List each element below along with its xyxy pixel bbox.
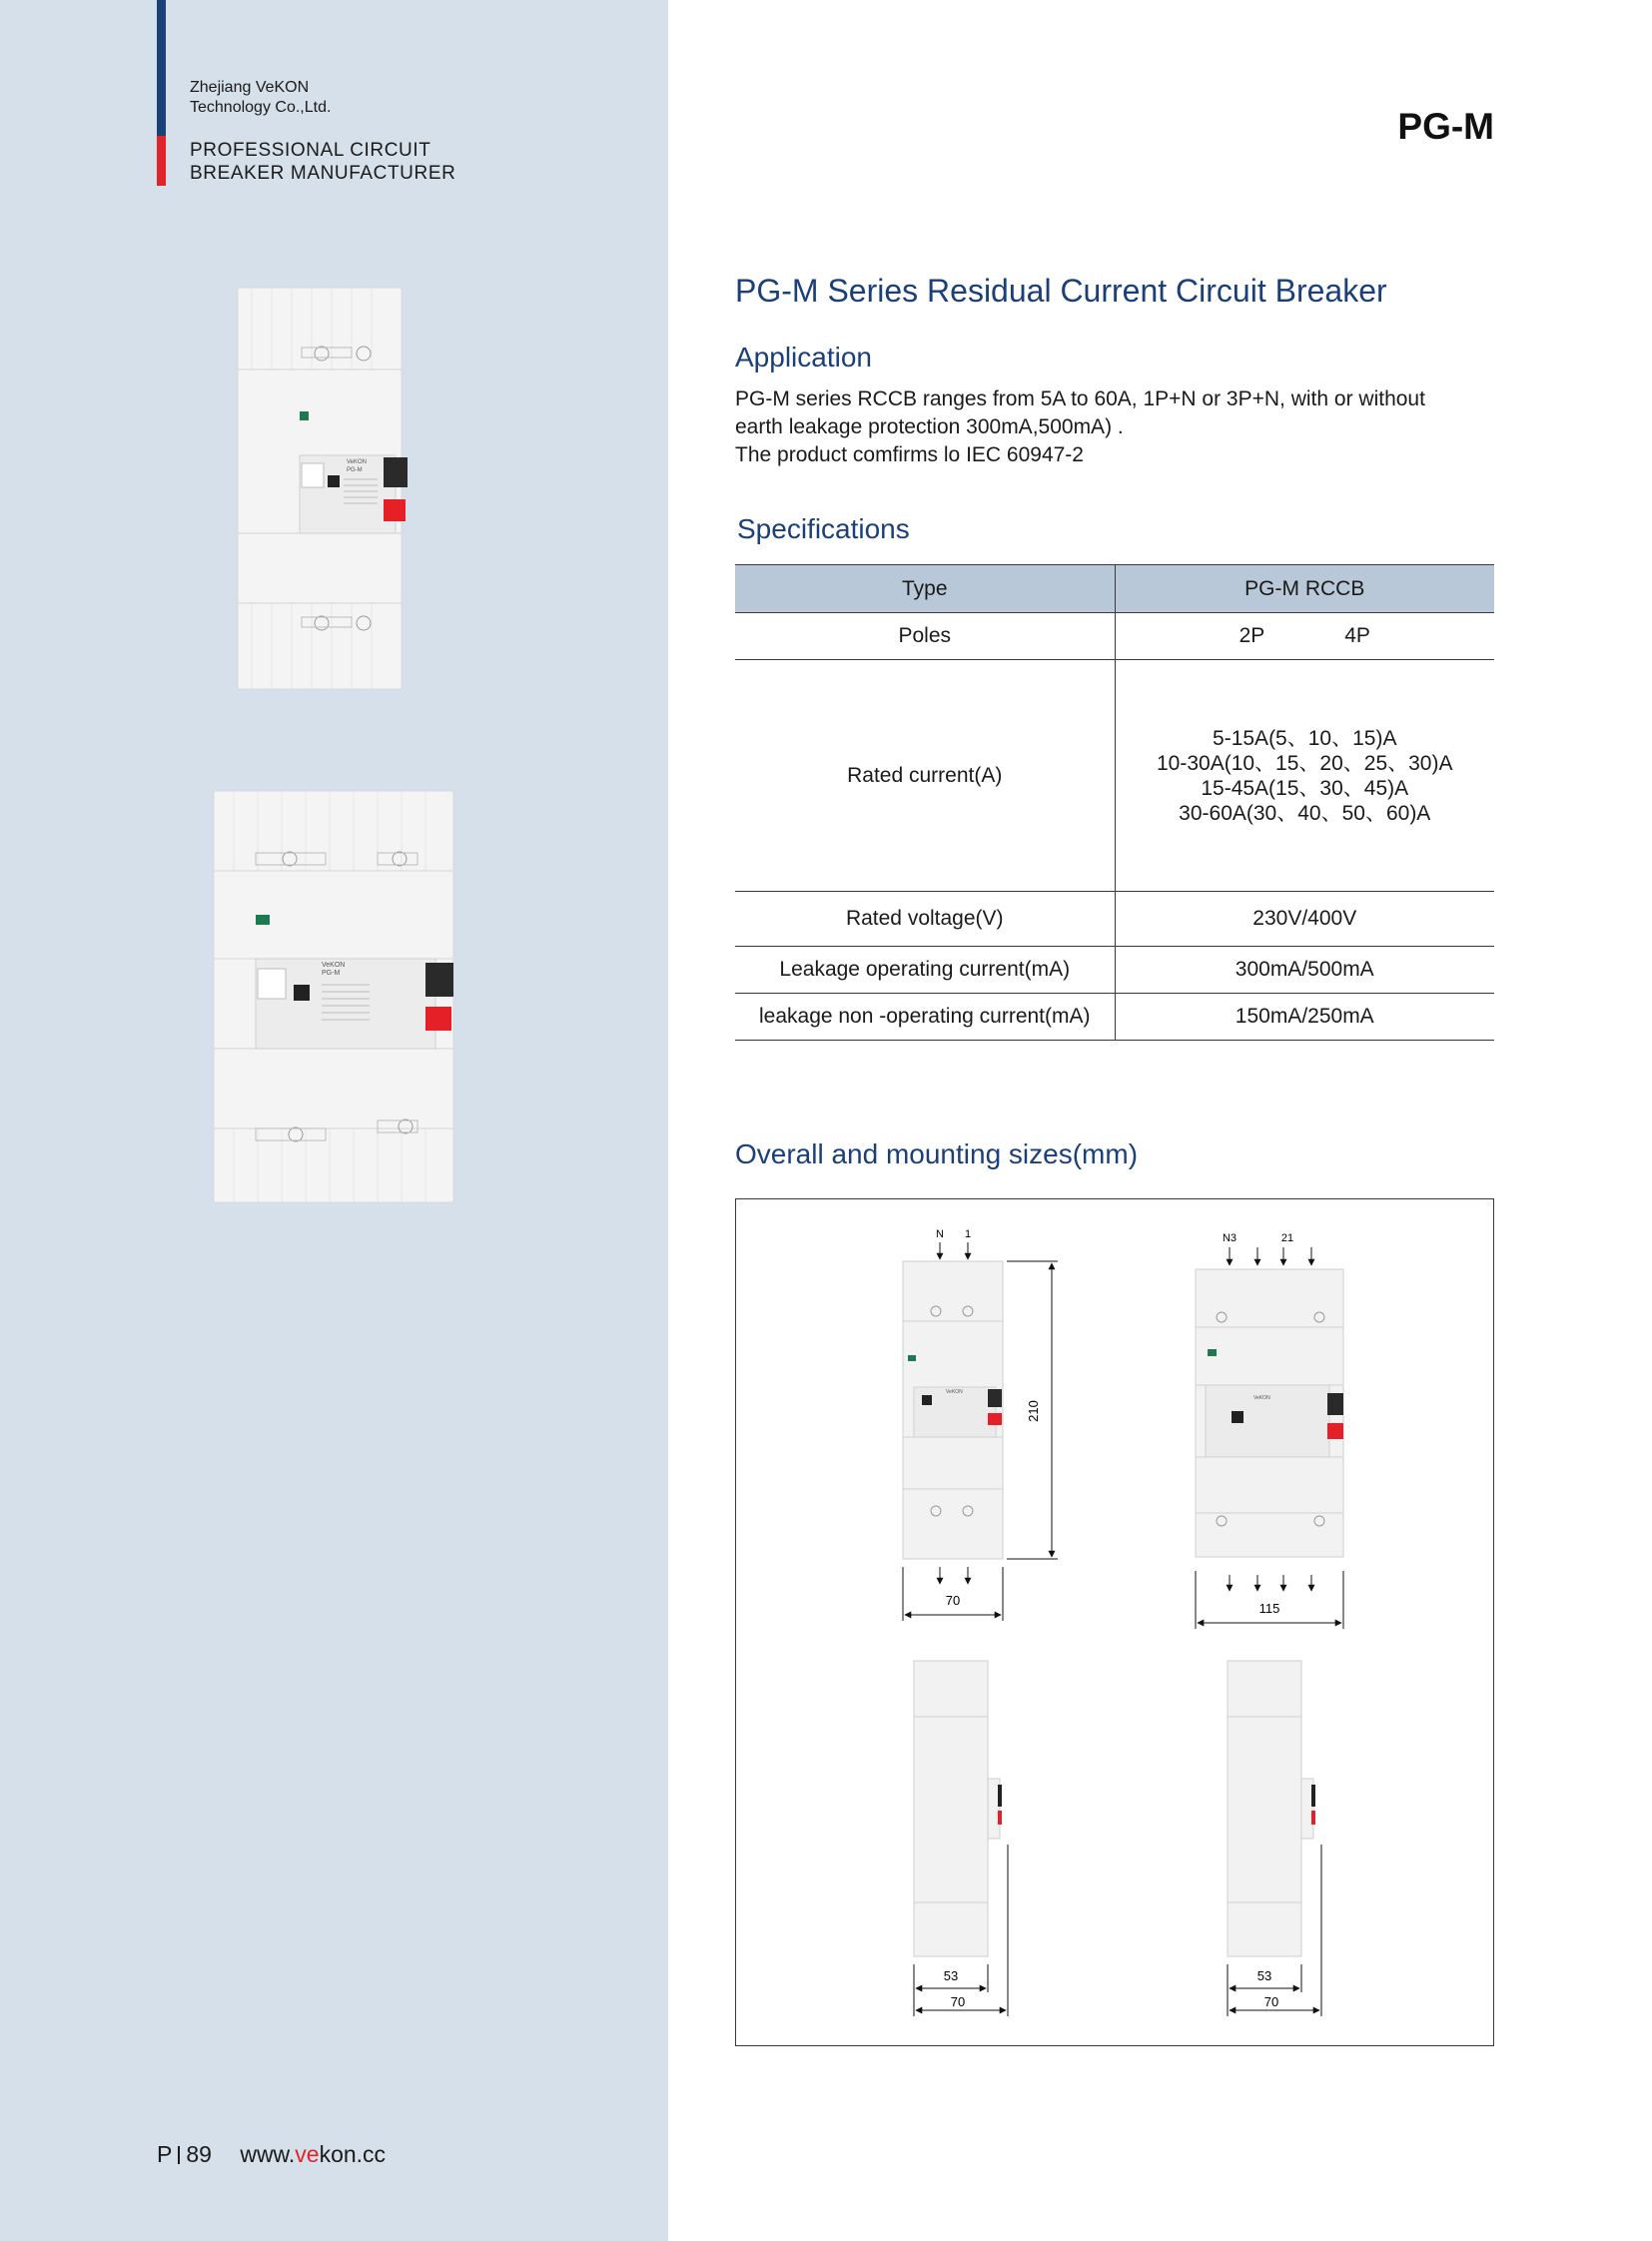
width-dimension-70: 70 (945, 1593, 961, 1608)
tagline-line-1: PROFESSIONAL CIRCUIT (190, 140, 431, 161)
svg-text:PG-M: PG-M (347, 467, 363, 473)
page-prefix: P (157, 2141, 173, 2167)
terminal-label-1: 1 (964, 1228, 972, 1240)
page-number: 89 (186, 2141, 212, 2167)
sidebar (0, 0, 668, 2241)
page-footer (157, 2141, 386, 2168)
table-row-rated-voltage (735, 892, 1494, 947)
type-label: Type (735, 565, 1115, 613)
rated-current-label: Rated current(A) (735, 660, 1115, 892)
product-photo-2p (232, 284, 412, 695)
side-4p-depth-53: 53 (1256, 1968, 1272, 1983)
side-view-4p (1228, 1661, 1315, 1956)
rated-current-range-4: 30-60A(30、40、50、60)A (1179, 801, 1431, 825)
front-view-4p (1196, 1269, 1343, 1557)
rated-current-range-3: 15-45A(15、30、45)A (1201, 776, 1409, 800)
table-row-type (735, 565, 1494, 613)
terminal-label-n: N (936, 1228, 944, 1240)
side-view-2p (914, 1661, 1002, 1956)
side-4p-depth-70: 70 (1263, 1994, 1279, 2009)
url-prefix: www. (240, 2141, 296, 2167)
side-2p-depth-53: 53 (943, 1968, 959, 1983)
side-2p-depth-70: 70 (950, 1994, 966, 2009)
application-text (735, 385, 1514, 469)
specifications-table (735, 564, 1494, 1041)
accent-bar-blue (157, 0, 166, 136)
company-name (190, 78, 489, 118)
poles-value (1115, 613, 1494, 660)
model-code: PG-M (1397, 106, 1494, 147)
company-line-2: Technology Co.,Ltd. (190, 99, 332, 116)
leakage-non-operating-value: 150mA/250mA (1115, 994, 1494, 1041)
table-row-leakage-operating (735, 947, 1494, 994)
front-4p-brand-mark: VeKON (1253, 1395, 1270, 1401)
mounting-drawing (735, 1198, 1494, 2046)
rated-voltage-label: Rated voltage(V) (735, 892, 1115, 947)
tagline-line-2: BREAKER MANUFACTURER (190, 163, 456, 184)
terminal-label-n3: N3 (1222, 1232, 1238, 1244)
rated-voltage-value: 230V/400V (1115, 892, 1494, 947)
svg-text:VeKON: VeKON (347, 459, 368, 465)
rated-current-range-1: 5-15A(5、10、15)A (1213, 726, 1397, 750)
page-title: PG-M Series Residual Current Circuit Breaker (735, 273, 1387, 309)
type-value: PG-M RCCB (1115, 565, 1494, 613)
leakage-operating-label: Leakage operating current(mA) (735, 947, 1115, 994)
poles-label: Poles (735, 613, 1115, 660)
rated-current-range-2: 10-30A(10、15、20、25、30)A (1156, 751, 1453, 775)
footer-separator (178, 2146, 180, 2164)
svg-text:VeKON: VeKON (322, 962, 346, 969)
leakage-operating-value: 300mA/500mA (1115, 947, 1494, 994)
width-dimension-115: 115 (1258, 1601, 1280, 1616)
application-line-1: PG-M series RCCB ranges from 5A to 60A, 1P+N or 3P+N, with or without (735, 387, 1425, 410)
poles-4p: 4P (1344, 624, 1370, 647)
accent-bar-red (157, 136, 166, 186)
company-line-1: Zhejiang VeKON (190, 79, 310, 96)
terminal-label-21: 21 (1280, 1232, 1294, 1244)
url-suffix: kon.cc (319, 2141, 387, 2167)
accent-bar (157, 0, 166, 186)
front-2p-brand-mark: VeKON (946, 1389, 963, 1395)
table-row-leakage-non-operating (735, 994, 1494, 1041)
rated-current-values (1115, 660, 1494, 892)
poles-2p: 2P (1239, 624, 1265, 647)
front-view-2p (903, 1261, 1003, 1559)
specifications-heading: Specifications (737, 513, 910, 544)
product-photo-4p (210, 789, 459, 1208)
mounting-heading: Overall and mounting sizes(mm) (735, 1138, 1139, 1169)
table-row-rated-current (735, 660, 1494, 892)
leakage-non-operating-label: leakage non -operating current(mA) (735, 994, 1115, 1041)
tagline (190, 139, 529, 185)
application-heading: Application (735, 342, 872, 373)
height-dimension-210: 210 (1026, 1400, 1041, 1422)
application-line-2: earth leakage protection 300mA,500mA) . (735, 415, 1124, 438)
svg-text:PG-M: PG-M (322, 970, 341, 977)
url-brand: ve (295, 2141, 320, 2167)
application-line-3: The product comfirms lo IEC 60947-2 (735, 443, 1084, 466)
website-link[interactable] (240, 2141, 386, 2167)
table-row-poles (735, 613, 1494, 660)
